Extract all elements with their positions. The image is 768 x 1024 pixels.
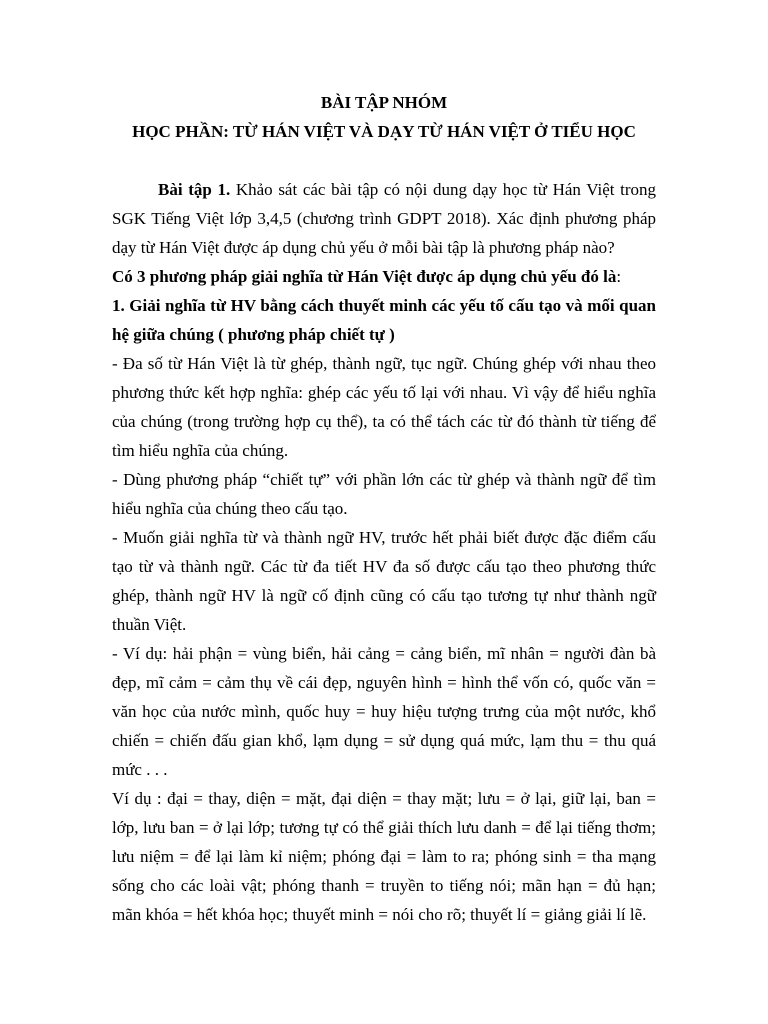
example-paragraph: - Ví dụ: hải phận = vùng biển, hải cảng = cảng biển, mĩ nhân = người đàn bà đẹp, mĩ cảm = cảm thụ về cái đẹp, nguyên hình = hình thể vốn có, quốc văn = văn học của nước mình, quốc huy = huy hiệu tượng trưng của một nước, khổ chiến = chiến đấu gian khổ, lạm dụng = sử dụng quá mức, lạm thu = thu quá mức . . . xyxy=(112,644,656,779)
document-title: BÀI TẬP NHÓM xyxy=(320,93,448,112)
method1-heading: 1. Giải nghĩa từ HV bằng cách thuyết minh các yếu tố cấu tạo và mối quan hệ giữa chúng ( phương pháp chiết tự ) xyxy=(112,296,656,344)
body-paragraph: - Đa số từ Hán Việt là từ ghép, thành ngữ, tục ngữ. Chúng ghép với nhau theo phương thức kết hợp nghĩa: ghép các yếu tố lại với nhau. Vì vậy để hiểu nghĩa của chúng (trong trường hợp cụ thể), ta có thể tách các từ đó thành từ tiếng để tìm hiểu nghĩa của chúng. xyxy=(112,354,656,460)
exercise-text: Khảo sát các bài tập có nội dung dạy học từ Hán Việt trong SGK Tiếng Việt lớp 3,4,5 (chương trình GDPT 2018). Xác định phương pháp dạy từ Hán Việt được áp dụng chủ yếu ở mỗi bài tập là phương pháp nào? xyxy=(112,180,656,257)
course-title: HỌC PHẦN: TỪ HÁN VIỆT VÀ DẠY TỪ HÁN VIỆT Ở TIỂU HỌC xyxy=(132,122,636,141)
document-page xyxy=(112,88,656,929)
methods-intro-text: Có 3 phương pháp giải nghĩa từ Hán Việt được áp dụng chủ yếu đó là xyxy=(112,267,617,286)
body-paragraph: - Dùng phương pháp “chiết tự” với phần lớn các từ ghép và thành ngữ để tìm hiểu nghĩa của chúng theo cấu tạo. xyxy=(112,470,656,518)
exercise-paragraph xyxy=(112,175,656,262)
example-paragraph: Ví dụ : đại = thay, diện = mặt, đại diện = thay mặt; lưu = ở lại, giữ lại, ban = lớp, lưu ban = ở lại lớp; tương tự có thể giải thích lưu danh = để lại tiếng thơm; lưu niệm = để lại làm kỉ niệm; phóng đại = làm to ra; phóng sinh = tha mạng sống cho các loài vật; phóng thanh = truyền to tiếng nói; mãn hạn = đủ hạn; mãn khóa = hết khóa học; thuyết minh = nói cho rõ; thuyết lí = giảng giải lí lẽ. xyxy=(112,789,656,924)
methods-intro xyxy=(112,262,656,291)
exercise-label: Bài tập 1. xyxy=(158,180,231,199)
body-paragraph: - Muốn giải nghĩa từ và thành ngữ HV, trước hết phải biết được đặc điểm cấu tạo từ và thành ngữ. Các từ đa tiết HV đa số được cấu tạo theo phương thức ghép, thành ngữ HV là ngữ cố định cũng có cấu tạo tương tự như thành ngữ thuần Việt. xyxy=(112,528,656,634)
spacer xyxy=(112,146,656,175)
methods-intro-colon: : xyxy=(616,267,622,286)
